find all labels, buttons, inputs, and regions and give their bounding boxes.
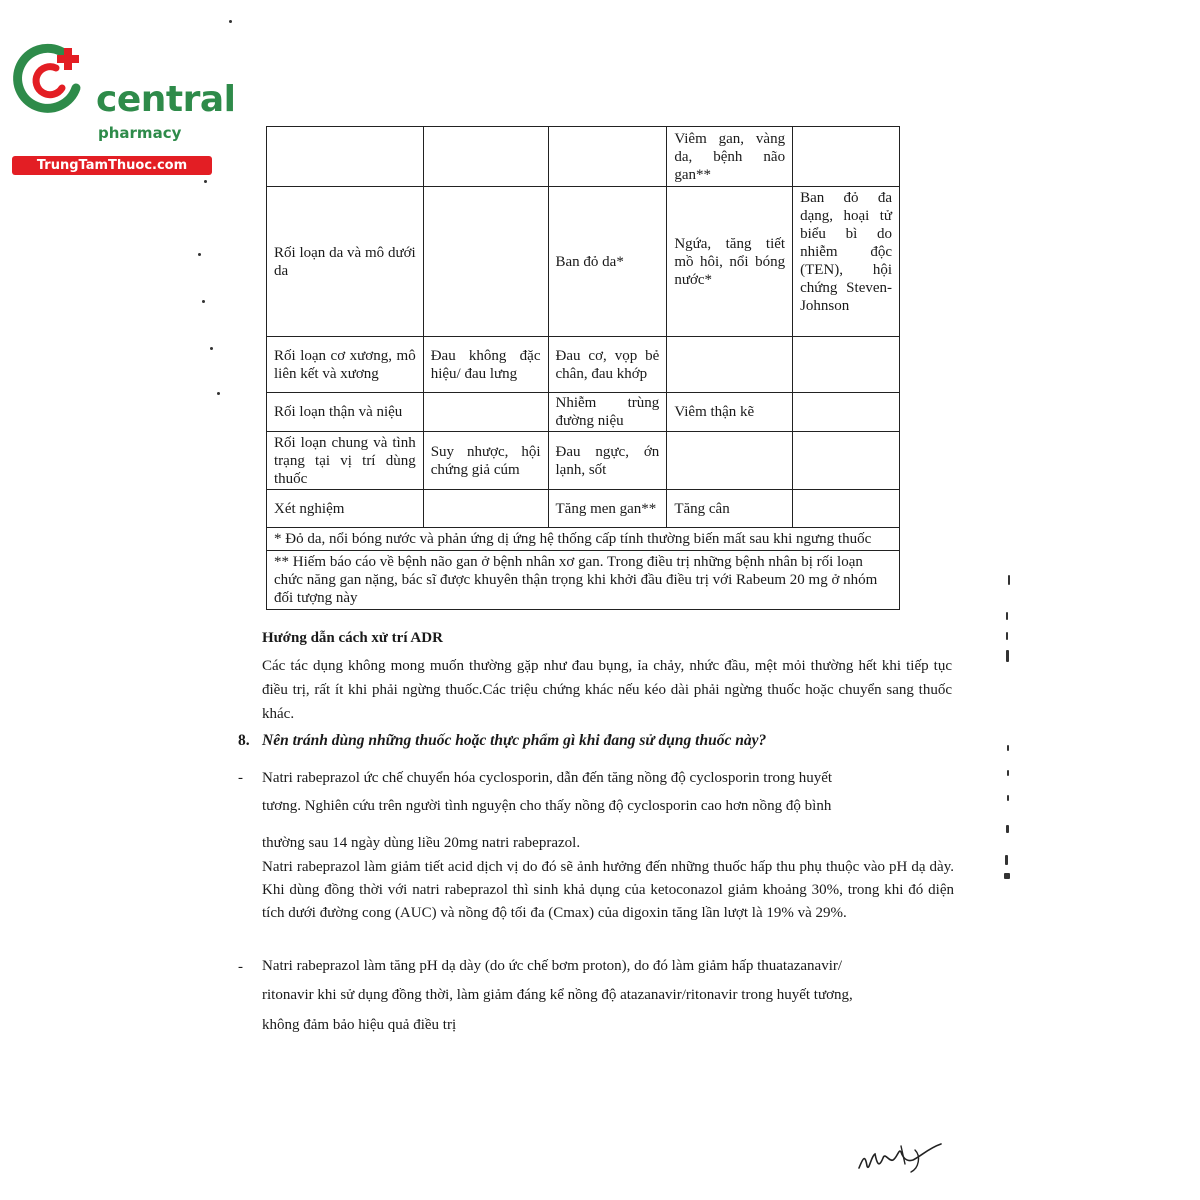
table-cell: Tăng men gan** bbox=[548, 490, 667, 528]
scan-speck bbox=[217, 392, 220, 395]
adr-paragraph: Các tác dụng không mong muốn thường gặp như đau bụng, ỉa chảy, nhức đầu, mệt mỏi thường hết khi tiếp tục điều trị, rất ít khi phải ngừng thuốc.Các triệu chứng khác nếu kéo dài phải ngừng thuốc hoặc chuyển sang thuốc khác. bbox=[262, 658, 952, 722]
table-cell: Đau cơ, vọp bẻ chân, đau khớp bbox=[548, 337, 667, 393]
scan-speck bbox=[229, 20, 232, 23]
bullet-dash: - bbox=[238, 959, 243, 975]
bullet-1-line-3: thường sau 14 ngày dùng liều 20mg natri rabeprazol. bbox=[262, 835, 581, 851]
table-cell bbox=[423, 187, 548, 337]
table-cell bbox=[548, 127, 667, 187]
table-note-row bbox=[267, 528, 900, 551]
logo-website: TrungTamThuoc.com bbox=[12, 156, 212, 175]
scan-speck bbox=[198, 253, 201, 256]
table-cell bbox=[423, 490, 548, 528]
adr-table bbox=[266, 126, 900, 610]
table-cell bbox=[667, 432, 793, 490]
table-cell: Đau ngực, ớn lạnh, sốt bbox=[548, 432, 667, 490]
table-row bbox=[267, 432, 900, 490]
table-cell: Viêm gan, vàng da, bệnh não gan** bbox=[667, 127, 793, 187]
pharmacy-logo[interactable] bbox=[10, 38, 236, 173]
adr-heading: Hướng dẫn cách xử trí ADR bbox=[262, 630, 443, 646]
bullet-1-line-1: Natri rabeprazol ức chế chuyển hóa cyclosporin, dẫn đến tăng nồng độ cyclosporin trong huyết bbox=[262, 770, 833, 786]
table-cell: Ban đỏ da* bbox=[548, 187, 667, 337]
scan-speck bbox=[1006, 632, 1008, 640]
table-cell-category: Rối loạn thận và niệu bbox=[267, 393, 424, 432]
section-number: 8. bbox=[238, 732, 250, 749]
table-cell: Đau không đặc hiệu/ đau lưng bbox=[423, 337, 548, 393]
table-cell bbox=[423, 127, 548, 187]
scan-speck bbox=[210, 347, 213, 350]
scan-speck bbox=[1007, 795, 1009, 801]
table-cell bbox=[793, 393, 900, 432]
table-row bbox=[267, 127, 900, 187]
section-8-heading bbox=[238, 732, 766, 750]
table-row bbox=[267, 490, 900, 528]
bullet-1-line-2: tương. Nghiên cứu trên người tình nguyện cho thấy nồng độ cyclosporin cao hơn nồng độ bình bbox=[262, 798, 832, 814]
handwritten-signature bbox=[855, 1138, 945, 1178]
scan-speck bbox=[1006, 825, 1009, 833]
scan-speck bbox=[1006, 612, 1008, 620]
table-cell bbox=[793, 432, 900, 490]
table-cell bbox=[667, 337, 793, 393]
table-cell-category: Rối loạn cơ xương, mô liên kết và xương bbox=[267, 337, 424, 393]
table-cell bbox=[793, 337, 900, 393]
scan-speck bbox=[1006, 650, 1009, 662]
table-note-row bbox=[267, 551, 900, 610]
table-cell bbox=[793, 127, 900, 187]
table-cell: Tăng cân bbox=[667, 490, 793, 528]
table-cell: Ngứa, tăng tiết mồ hôi, nổi bóng nước* bbox=[667, 187, 793, 337]
logo-brand-name: central bbox=[96, 79, 236, 120]
scan-speck bbox=[1005, 855, 1008, 865]
table-cell: Viêm thận kẽ bbox=[667, 393, 793, 432]
logo-brand-subtitle: pharmacy bbox=[98, 124, 182, 142]
scan-speck bbox=[1007, 770, 1009, 776]
table-cell: Ban đỏ đa dạng, hoại tử biểu bì do nhiễm độc (TEN), hội chứng Steven-Johnson bbox=[793, 187, 900, 337]
table-row bbox=[267, 393, 900, 432]
bullet-2-line-2: ritonavir khi sử dụng đồng thời, làm giảm đáng kể nồng độ atazanavir/ritonavir trong huyết tương, bbox=[262, 987, 853, 1003]
scan-speck bbox=[1004, 873, 1010, 879]
section-title: Nên tránh dùng những thuốc hoặc thực phẩm gì khi đang sử dụng thuốc này? bbox=[262, 732, 767, 749]
table-cell-category: Rối loạn da và mô dưới da bbox=[267, 187, 424, 337]
bullet-2-line-3: không đảm bảo hiệu quả điều trị bbox=[262, 1017, 457, 1033]
table-row bbox=[267, 337, 900, 393]
table-cell: Nhiễm trùng đường niệu bbox=[548, 393, 667, 432]
table-cell: Suy nhược, hội chứng giả cúm bbox=[423, 432, 548, 490]
scan-speck bbox=[202, 300, 205, 303]
scan-speck bbox=[204, 180, 207, 183]
table-row bbox=[267, 187, 900, 337]
scan-speck bbox=[1008, 575, 1010, 585]
table-cell bbox=[423, 393, 548, 432]
scan-speck bbox=[1007, 745, 1009, 751]
bullet-1-paragraph: Natri rabeprazol làm giảm tiết acid dịch vị do đó sẽ ảnh hưởng đến những thuốc hấp thu phụ thuộc vào pH dạ dày. Khi dùng đồng thời với natri rabeprazol thì sinh khả dụng của ketoconazol giảm khoảng 30%, trong khi đó diện tích dưới đường cong (AUC) và nồng độ tối đa (Cmax) của digoxin tăng lần lượt là 19% và 29%. bbox=[262, 859, 954, 921]
table-footnote-1: * Đỏ da, nổi bóng nước và phản ứng dị ứng hệ thống cấp tính thường biến mất sau khi ngưng thuốc bbox=[267, 528, 900, 551]
table-footnote-2: ** Hiếm báo cáo về bệnh não gan ở bệnh nhân xơ gan. Trong điều trị những bệnh nhân bị rối loạn chức năng gan nặng, bác sĩ được khuyên thận trọng khi khởi đầu điều trị với Rabeum 20 mg ở nhóm đối tượng này bbox=[267, 551, 900, 610]
table-cell-category: Rối loạn chung và tình trạng tại vị trí dùng thuốc bbox=[267, 432, 424, 490]
bullet-dash: - bbox=[238, 770, 243, 786]
bullet-2-line-1: Natri rabeprazol làm tăng pH dạ dày (do ức chế bơm proton), do đó làm giảm hấp thuatazanavir/ bbox=[262, 958, 843, 974]
table-cell-category: Xét nghiệm bbox=[267, 490, 424, 528]
logo-c-plus-icon bbox=[10, 38, 90, 118]
table-cell bbox=[793, 490, 900, 528]
table-cell bbox=[267, 127, 424, 187]
